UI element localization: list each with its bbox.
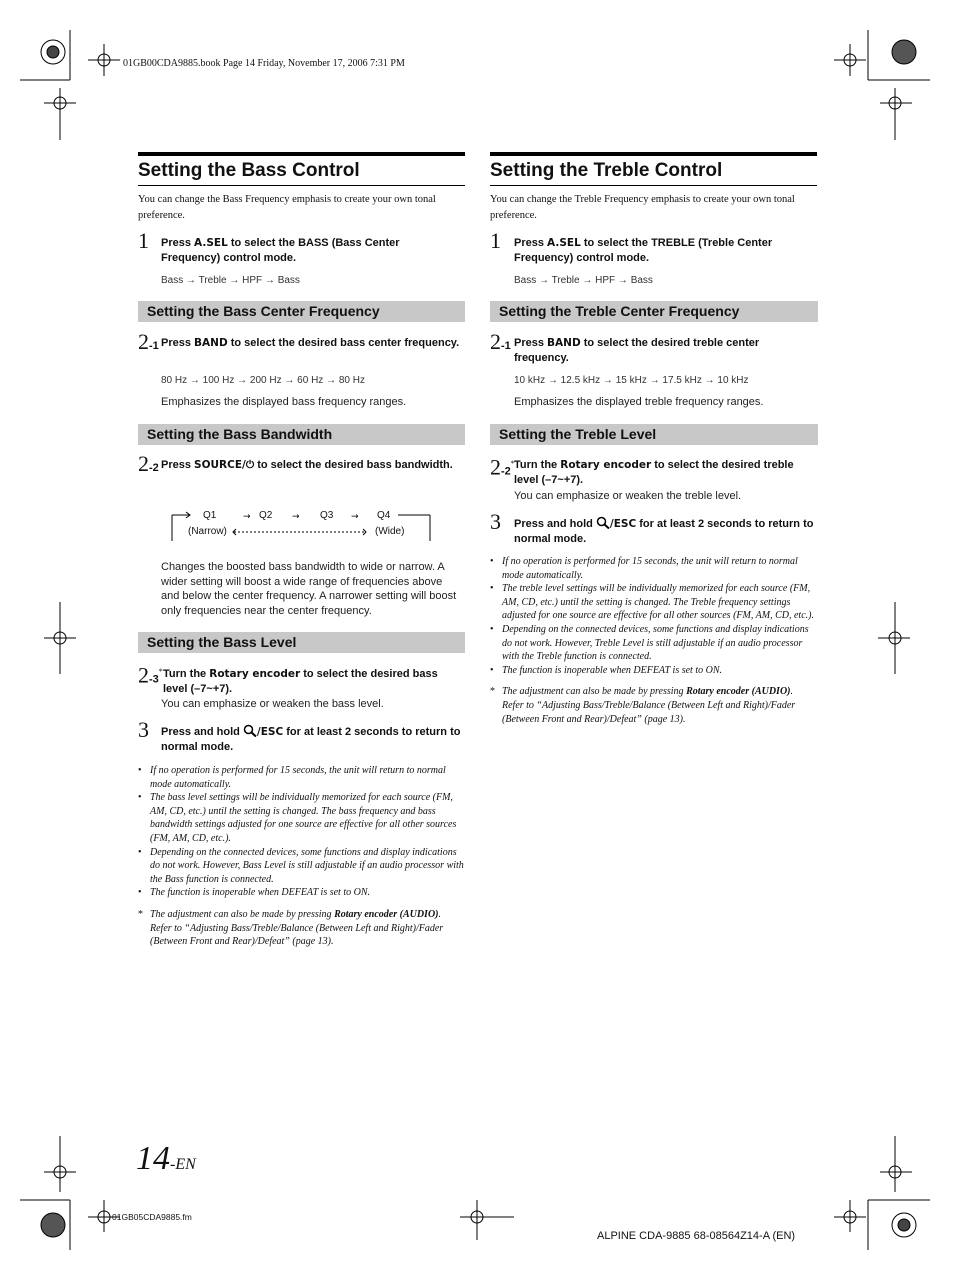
treble-level-desc: You can emphasize or weaken the treble level. [514, 490, 742, 502]
bass-level-desc: You can emphasize or weaken the bass level. [161, 698, 384, 710]
arrow-3: → [351, 512, 359, 522]
footer-model: ALPINE CDA-9885 68-08564Z14-A (EN) [597, 1230, 796, 1242]
bass-step2-1-text: Press BAND to select the desired bass center frequency. [161, 337, 460, 349]
bass-level-heading: Setting the Bass Level [138, 632, 465, 653]
key-rotary-encoder: Rotary encoder [209, 668, 301, 680]
search-icon [596, 516, 610, 529]
bass-freq-desc: Emphasizes the displayed bass frequency ranges. [161, 396, 407, 408]
treble-step1-text: Press A.SEL to select the TREBLE (Treble Center Frequency) control mode. [514, 237, 773, 264]
treble-step2-1-text: Press BAND to select the desired treble center frequency. [514, 337, 760, 364]
key-rotary-encoder: Rotary encoder [560, 459, 652, 471]
bass-intro: You can change the Bass Frequency emphasis to create your own tonal preference. [138, 194, 436, 221]
treble-step1-sequence: Bass → Treble → HPF → Bass [514, 275, 653, 286]
bass-bandwidth-desc: Changes the boosted bass bandwidth to wide or narrow. A wider setting will boost a wide range of frequencies above and below the center frequency. A narrower setting will boost only frequencies near the center frequency. [161, 561, 457, 617]
print-header: 01GB00CDA9885.book Page 14 Friday, November 17, 2006 7:31 PM [123, 58, 405, 69]
bass-step1-sequence: Bass → Treble → HPF → Bass [161, 275, 300, 286]
search-icon [243, 724, 257, 737]
treble-step2-1-number: 2-1 [490, 329, 511, 354]
treble-note: • If no operation is performed for 15 seconds, the unit will return to normal mode automatically. [490, 555, 816, 582]
page-number: 14-EN [136, 1140, 196, 1177]
treble-step2-2-number: 2-2* [490, 454, 515, 480]
treble-step3-number: 3 [490, 509, 501, 534]
bass-center-freq-heading: Setting the Bass Center Frequency [138, 301, 465, 322]
treble-asterisk-note: * The adjustment can also be made by pressing Rotary encoder (AUDIO). Refer to “Adjusting Bass/Treble/Balance (Between Left and Right)/Fader (Between Front and Rear)/Defeat” (page 13). [490, 685, 816, 726]
bass-step3-text: Press and hold /ESC for at least 2 seconds to return to normal mode. [161, 726, 461, 753]
key-esc: /ESC [609, 518, 637, 530]
key-a-sel: A.SEL [194, 237, 228, 249]
bass-step3-number: 3 [138, 717, 149, 742]
bass-step2-2-text: Press SOURCE/⏻ to select the desired bass bandwidth. [161, 459, 453, 471]
bass-note: • The bass level settings will be individually memorized for each source (FM, AM, CD, etc.) until the setting is changed. The bass frequency and bass bandwidth settings adjusted for one source are effective for all other sources (FM, AM, CD, etc.). [138, 791, 464, 845]
bass-note: • If no operation is performed for 15 seconds, the unit will return to normal mode automatically. [138, 764, 464, 791]
key-a-sel: A.SEL [547, 237, 581, 249]
key-source: SOURCE/⏻ [194, 459, 255, 471]
treble-step2-2-text: Turn the Rotary encoder to select the desired treble level (–7~+7). [514, 459, 794, 486]
treble-note: • Depending on the connected devices, some functions and display indications do not work. However, Treble Level is still adjustable if an audio processor with the Treble function is connected. [490, 623, 816, 664]
treble-step1-number: 1 [490, 228, 501, 253]
bass-freq-sequence: 80 Hz → 100 Hz → 200 Hz → 60 Hz → 80 Hz [161, 375, 365, 386]
bass-bandwidth-heading: Setting the Bass Bandwidth [138, 424, 465, 445]
treble-intro: You can change the Treble Frequency emphasis to create your own tonal preference. [490, 194, 795, 221]
label-q2: Q2 [259, 510, 273, 521]
label-narrow: (Narrow) [188, 526, 227, 537]
bass-step1-number: 1 [138, 228, 149, 253]
label-q3: Q3 [320, 510, 334, 521]
key-band: BAND [547, 337, 581, 349]
bass-step2-3-number: 2-3* [138, 662, 163, 688]
bass-step2-2-number: 2-2 [138, 451, 159, 476]
treble-notes [490, 555, 816, 726]
key-esc: /ESC [256, 726, 284, 738]
treble-note: • The function is inoperable when DEFEAT is set to ON. [490, 664, 816, 678]
treble-note: • The treble level settings will be individually memorized for each source (FM, AM, CD, etc.) until the setting is changed. The Treble frequency settings adjusted for one source are effective for all other sources (FM, AM, CD, etc.). [490, 582, 816, 623]
bass-step1-text: Press A.SEL to select the BASS (Bass Center Frequency) control mode. [161, 237, 400, 264]
bass-note: • Depending on the connected devices, some functions and display indications do not work. However, Bass Level is still adjustable if an audio processor with the Bass function is connected. [138, 846, 464, 887]
bass-note: • The function is inoperable when DEFEAT is set to ON. [138, 886, 464, 900]
bass-step2-1-number: 2-1 [138, 329, 159, 354]
treble-freq-sequence: 10 kHz → 12.5 kHz → 15 kHz → 17.5 kHz → 10 kHz [514, 375, 749, 386]
treble-step3-text: Press and hold /ESC for at least 2 seconds to return to normal mode. [514, 518, 814, 545]
key-band: BAND [194, 337, 228, 349]
bass-section-title: Setting the Bass Control [138, 152, 465, 186]
arrow-1: → [243, 512, 251, 522]
treble-freq-desc: Emphasizes the displayed treble frequency ranges. [514, 396, 764, 408]
label-q1: Q1 [203, 510, 217, 521]
bass-asterisk-note: * The adjustment can also be made by pressing Rotary encoder (AUDIO). Refer to “Adjusting Bass/Treble/Balance (Between Left and Right)/Fader (Between Front and Rear)/Defeat” (page 13). [138, 908, 464, 949]
arrow-2: → [292, 512, 300, 522]
label-wide: (Wide) [375, 526, 405, 537]
treble-section-title: Setting the Treble Control [490, 152, 817, 186]
treble-center-freq-heading: Setting the Treble Center Frequency [490, 301, 818, 322]
bass-notes [138, 764, 464, 949]
treble-level-heading: Setting the Treble Level [490, 424, 818, 445]
bass-step2-3-text: Turn the Rotary encoder to select the desired bass level (–7~+7). [163, 668, 438, 695]
label-q4: Q4 [377, 510, 391, 521]
footer-file-name: 01GB05CDA9885.fm [112, 1212, 192, 1222]
